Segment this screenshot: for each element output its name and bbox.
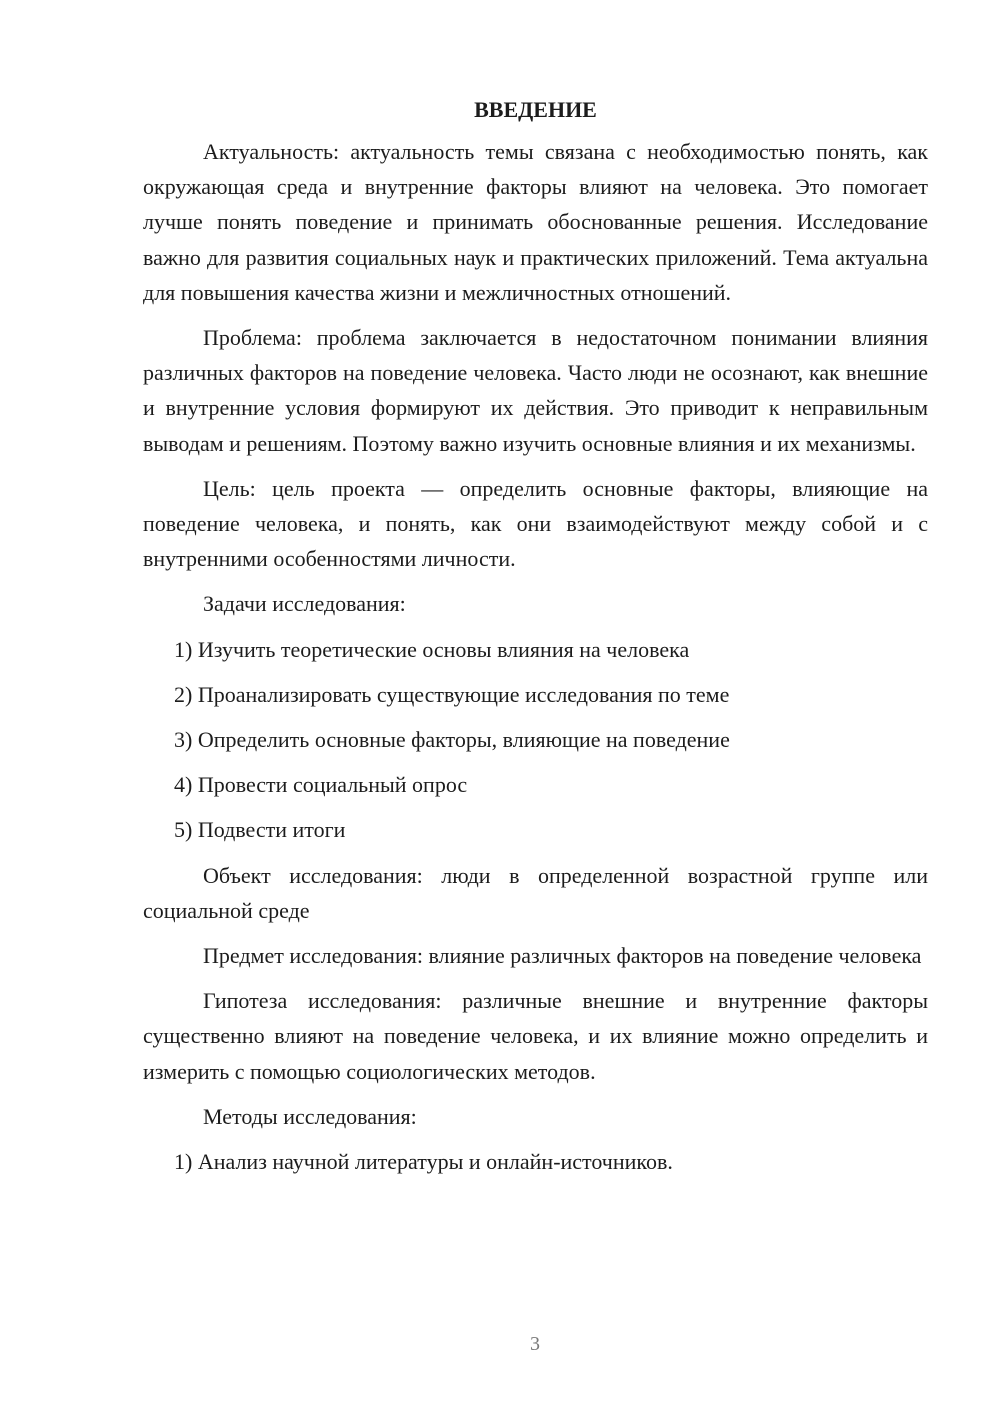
page-number: 3 [530, 1333, 540, 1355]
hypothesis-paragraph: Гипотеза исследования: различные внешние и внутренние факторы существенно влияют на поведение человека, и их влияние можно определить и измерить с помощью социологических методов. [143, 988, 928, 1084]
section-title: ВВЕДЕНИЕ [474, 97, 597, 122]
object-paragraph: Объект исследования: люди в определенной возрастной группе или социальной среде [143, 862, 928, 923]
subject-paragraph: Предмет исследования: влияние различных факторов на поведение человека [203, 943, 922, 969]
goal-paragraph: Цель: цель проекта — определить основные факторы, влияющие на поведение человека, и понять, как они взаимодействуют между собой и с внутренними особенностями личности. [143, 475, 928, 572]
tasks-heading: Задачи исследования: [203, 591, 406, 617]
problem-paragraph: Проблема: проблема заключается в недостаточном понимании влияния различных факторов на поведение человека. Часто люди не осознают, как внешние и внутренние условия формируют их действия. Это приводит к неправильным выводам и решениям. Поэтому важно изучить основные влияния и их механизмы. [143, 325, 928, 456]
methods-list [143, 1144, 928, 1179]
list-item: 5) Подвести итоги [174, 817, 346, 843]
list-item: 1) Изучить теоретические основы влияния на человека [174, 636, 690, 662]
list-item: 1) Анализ научной литературы и онлайн-источников. [174, 1149, 673, 1175]
list-item: 2) Проанализировать существующие исследования по теме [174, 681, 730, 707]
page-content [143, 92, 928, 1189]
list-item: 3) Определить основные факторы, влияющие на поведение [174, 727, 730, 753]
relevance-paragraph: Актуальность: актуальность темы связана с необходимостью понять, как окружающая среда и внутренние факторы влияют на человека. Это помогает лучше понять поведение и принимать обоснованные решения. Исследование важно для развития социальных наук и практических приложений. Тема актуальна для повышения качества жизни и межличностных отношений. [143, 139, 928, 305]
tasks-list [143, 632, 928, 848]
methods-heading: Методы исследования: [203, 1103, 417, 1129]
list-item: 4) Провести социальный опрос [174, 772, 468, 798]
